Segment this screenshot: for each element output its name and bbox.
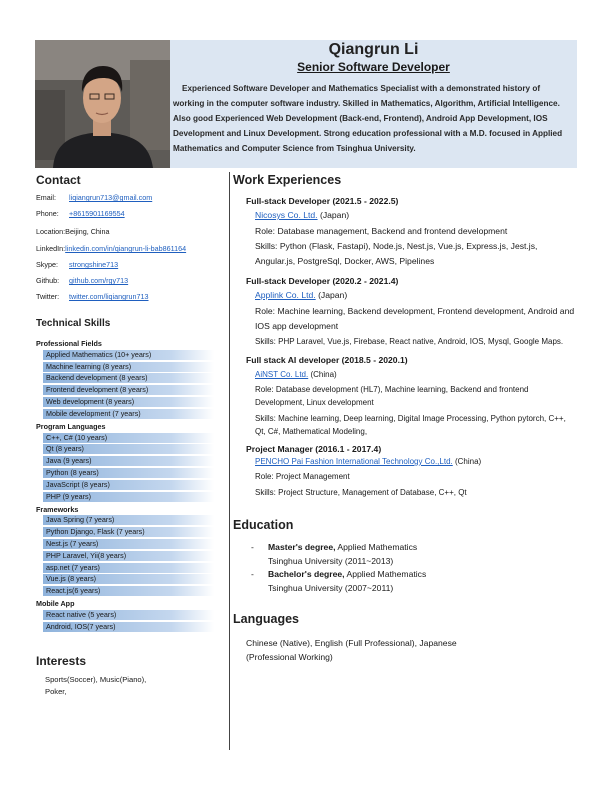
contact-heading: Contact xyxy=(36,173,81,187)
skill-bar: Android, IOS(7 years) xyxy=(43,622,214,632)
right-column xyxy=(233,172,578,664)
company-country: (Japan) xyxy=(318,290,348,300)
contact-phone xyxy=(36,209,224,218)
skill-bar: Vue.js (8 years) xyxy=(43,574,214,584)
job-entry-skills: Skills: Machine learning, Deep learning, Digital Image Processing, Python pytorch, C++, Qt, C#, Mathematical Modeling, xyxy=(255,414,566,436)
skill-bar: PHP Laravel, Yii(8 years) xyxy=(43,551,214,561)
job-entry xyxy=(233,355,578,438)
phone-label: Phone: xyxy=(36,209,59,218)
job-entry-skills: Skills: Project Structure, Management of Database, C++, Qt xyxy=(255,488,467,497)
skill-bar: React.js(6 years) xyxy=(43,586,214,596)
job-entry-title: Full-stack Developer (2020.2 - 2021.4) xyxy=(246,276,399,286)
location-text: Location:Beijing, China xyxy=(36,227,110,236)
language-skill-list xyxy=(36,433,224,502)
education-school: Tsinghua University (2011~2013) xyxy=(268,555,394,566)
contact-linkedin xyxy=(36,244,224,253)
interests-heading: Interests xyxy=(36,653,87,668)
job-entry-company xyxy=(255,208,578,223)
education-degree: Bachelor's degree, xyxy=(268,569,345,579)
skill-bar: Python (8 years) xyxy=(43,468,214,478)
skype-label: Skype: xyxy=(36,260,58,269)
skill-bar: Nest.js (7 years) xyxy=(43,539,214,549)
contact-email xyxy=(36,193,224,202)
profile-photo xyxy=(35,40,170,168)
education-list xyxy=(233,541,578,595)
job-entry-title: Full stack AI developer (2018.5 - 2020.1) xyxy=(246,355,408,365)
education-field: Applied Mathematics xyxy=(344,569,427,579)
skill-bar: PHP (9 years) xyxy=(43,492,214,502)
phone-link[interactable]: +8615901169554 xyxy=(69,209,125,218)
skill-category-languages: Program Languages xyxy=(36,421,106,431)
email-link[interactable]: liqiangrun713@gmail.com xyxy=(69,193,153,202)
summary-text: Experienced Software Developer and Mathematics Specialist with a demonstrated history of working in the computer software industry. Skilled in Mathematics, Algorithm, Artificial Intelligence. Also good Experienced Web Development (Back-end, Frontend), Android App Development, IOS Development and Linux Development. Strong education professional with a M.D. focused in Applied Mathematics and Computer Science from Tsinghua University. xyxy=(173,84,563,153)
job-entry-title: Project Manager (2016.1 - 2017.4) xyxy=(246,444,382,454)
education-school: Tsinghua University (2007~2011) xyxy=(268,582,394,593)
company-country: (China) xyxy=(310,370,337,379)
skill-bar: Machine learning (8 years) xyxy=(43,362,214,372)
job-entry-role: Role: Machine learning, Backend development, Frontend development, Android and IOS app development xyxy=(255,306,575,331)
education-degree: Master's degree, xyxy=(268,542,336,552)
list-bullet: - xyxy=(251,542,254,552)
languages-heading: Languages xyxy=(233,612,299,626)
twitter-label: Twitter: xyxy=(36,292,60,301)
skill-bar: Java Spring (7 years) xyxy=(43,515,214,525)
job-entry xyxy=(233,196,578,269)
github-label: Github: xyxy=(36,276,60,285)
job-entry xyxy=(233,276,578,348)
skill-bar: Web development (8 years) xyxy=(43,397,214,407)
interests-line-1: Sports(Soccer), Music(Piano), xyxy=(45,674,147,684)
skill-bar: Frontend development (8 years) xyxy=(43,385,214,395)
job-title: Senior Software Developer xyxy=(297,60,450,74)
company-link[interactable]: AiNST Co. Ltd. xyxy=(255,370,309,379)
work-heading: Work Experiences xyxy=(233,173,342,187)
twitter-link[interactable]: twitter.com/liqiangrun713 xyxy=(69,292,149,301)
skill-bar: Java (9 years) xyxy=(43,456,214,466)
job-entry-title: Full-stack Developer (2021.5 - 2022.5) xyxy=(246,196,399,206)
professional-skill-list xyxy=(36,350,224,419)
skill-bar: React native (5 years) xyxy=(43,610,214,620)
contact-location xyxy=(36,227,224,236)
job-entry-role: Role: Database management, Backend and frontend development xyxy=(255,226,508,236)
company-link[interactable]: PENCHO Pai Fashion International Technology Co.,Ltd. xyxy=(255,457,453,466)
skill-bar: asp.net (7 years) xyxy=(43,563,214,573)
list-bullet: - xyxy=(251,569,254,579)
job-entry-company xyxy=(255,455,578,468)
contact-github xyxy=(36,276,224,285)
education-item xyxy=(233,568,578,595)
company-country: (Japan) xyxy=(319,210,350,220)
company-country: (China) xyxy=(454,457,482,466)
github-link[interactable]: github.com/rgy713 xyxy=(69,276,129,285)
skill-bar: Mobile development (7 years) xyxy=(43,409,214,419)
framework-skill-list xyxy=(36,515,224,596)
skill-bar: JavaScript (8 years) xyxy=(43,480,214,490)
skype-link[interactable]: strongshine713 xyxy=(69,260,119,269)
column-divider xyxy=(229,172,230,750)
education-heading: Education xyxy=(233,518,294,532)
job-entry-company xyxy=(255,368,578,381)
person-name: Qiangrun Li xyxy=(328,41,419,58)
education-item xyxy=(233,541,578,568)
skill-category-mobile: Mobile App xyxy=(36,599,75,609)
education-field: Applied Mathematics xyxy=(335,542,418,552)
interests-line-2: Poker, xyxy=(45,686,67,696)
job-entry-role: Role: Database development (HL7), Machine learning, Backend and frontend Development, Linux development xyxy=(255,385,529,407)
contact-twitter xyxy=(36,292,224,301)
mobile-skill-list xyxy=(36,610,224,632)
skill-category-professional: Professional Fields xyxy=(36,339,102,348)
linkedin-link[interactable]: linkedin.com/in/qiangrun-li-bab861164 xyxy=(65,244,187,253)
skill-category-frameworks: Frameworks xyxy=(36,504,79,514)
skill-bar: Python Django, Flask (7 years) xyxy=(43,527,214,537)
job-entry-skills: Skills: PHP Laravel, Vue.js, Firebase, React native, Android, IOS, Mysql, Google Maps. xyxy=(255,337,564,346)
skill-bar: Applied Mathematics (10+ years) xyxy=(43,350,214,360)
company-link[interactable]: Nicosys Co. Ltd. xyxy=(255,210,318,220)
skill-bar: Qt (8 years) xyxy=(43,444,214,454)
email-label: Email: xyxy=(36,193,56,202)
company-link[interactable]: Applink Co. Ltd. xyxy=(255,290,316,300)
job-entry-company xyxy=(255,288,578,303)
languages-text: Chinese (Native), English (Full Professional), Japanese (Professional Working) xyxy=(246,638,457,662)
skill-bar: Backend development (8 years) xyxy=(43,373,214,383)
left-column xyxy=(36,172,224,698)
contact-skype xyxy=(36,260,224,269)
skills-heading: Technical Skills xyxy=(36,318,111,329)
linkedin-label: LinkedIn: xyxy=(36,244,66,253)
job-entry xyxy=(233,444,578,499)
job-entry-role: Role: Project Management xyxy=(255,472,350,481)
job-entry-skills: Skills: Python (Flask, Fastapi), Node.js, Nest.js, Vue.js, Express.js, Jest.js, Angular.js, PostgreSql, Docker, AWS, Pipelines xyxy=(255,241,538,266)
skill-bar: C++, C# (10 years) xyxy=(43,433,214,443)
